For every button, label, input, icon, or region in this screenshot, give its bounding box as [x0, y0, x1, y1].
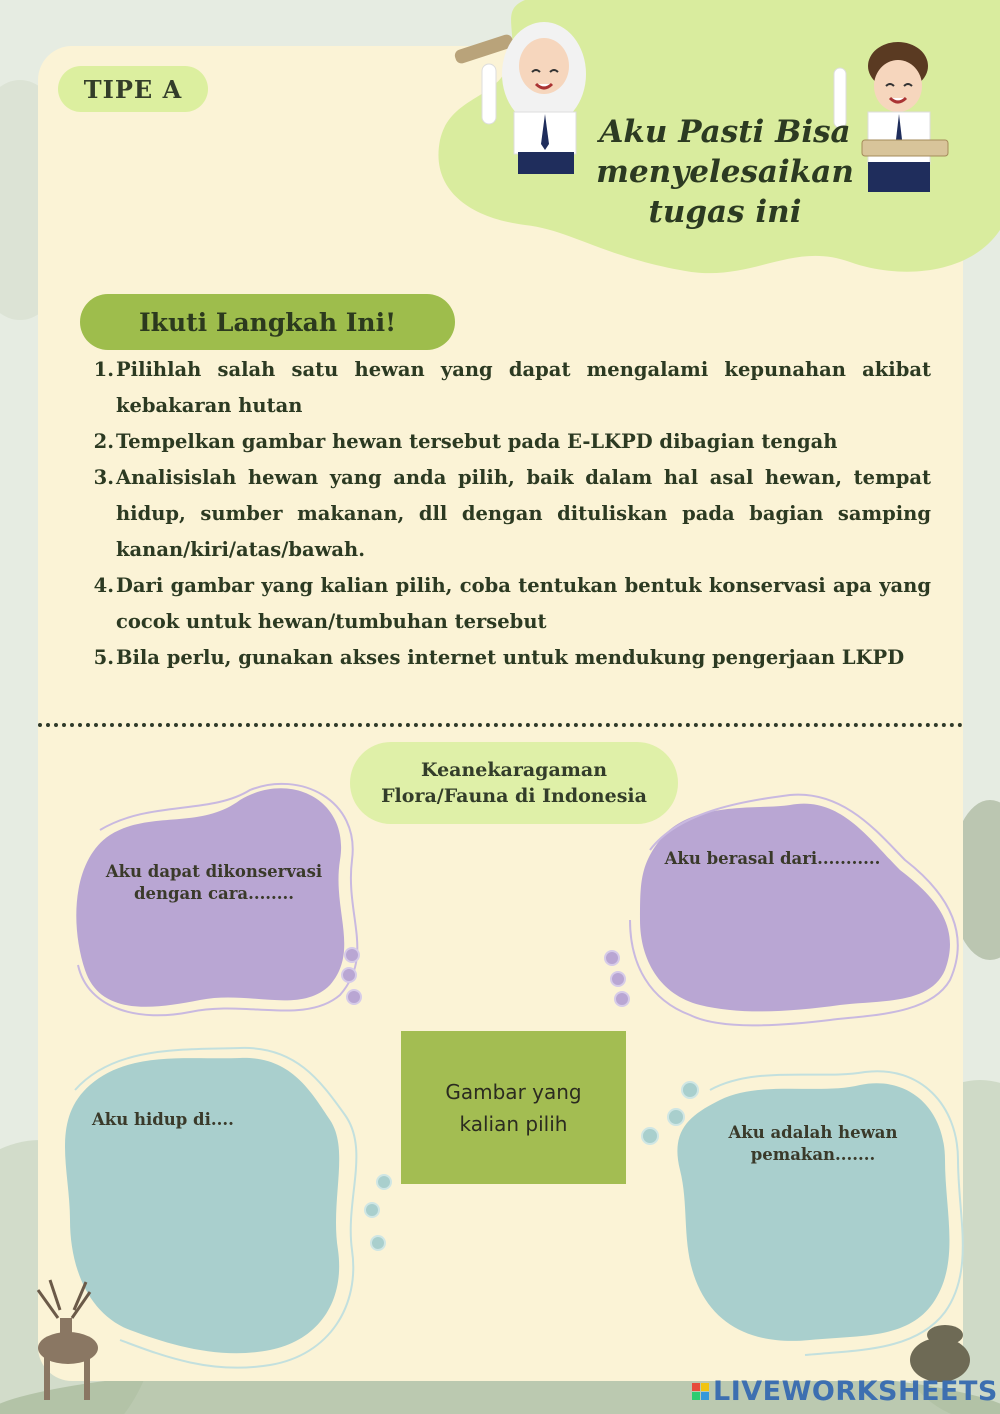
bubble-dot: [345, 948, 359, 962]
type-badge: TIPE A: [58, 66, 208, 112]
step-item: 2. Tempelkan gambar hewan tersebut pada E-LKPD dibagian tengah: [93, 430, 838, 453]
bubble-dot: [371, 1236, 385, 1250]
bubble-dot: [611, 972, 625, 986]
step-item: 1. Pilihlah salah satu hewan yang dapat mengalami kepunahan akibat kebakaran hutan: [93, 358, 931, 417]
step-item: 4. Dari gambar yang kalian pilih, coba tentukan bentuk konservasi apa yang cocok untuk hewan/tumbuhan tersebut: [93, 574, 931, 633]
liveworksheets-logo: [692, 1376, 998, 1407]
origin-bubble-shape: [640, 804, 950, 1012]
habitat-prompt: Aku hidup di....: [92, 1110, 234, 1129]
image-drop-area[interactable]: Gambar yang kalian pilih: [401, 1031, 626, 1184]
bubble-dot: [377, 1175, 391, 1189]
conservation-prompt: Aku dapat dikonservasi dengan cara........: [105, 862, 323, 903]
origin-prompt: Aku berasal dari...........: [664, 849, 881, 868]
topic-line-2: Flora/Fauna di Indonesia: [381, 785, 647, 807]
topic-line-1: Keanekaragaman: [420, 759, 608, 781]
motivation-headline: Aku Pasti Bisa menyelesaikan tugas ini: [596, 114, 854, 230]
bubble-dot: [615, 992, 629, 1006]
bubble-dot: [342, 968, 356, 982]
liveworksheets-icon: [692, 1383, 709, 1400]
step-item: 3. Analisislah hewan yang anda pilih, baik dalam hal asal hewan, tempat hidup, sumber makanan, dll dengan dituliskan pada bagian samping kanan/kiri/atas/bawah.: [93, 466, 931, 561]
steps-list: [86, 352, 931, 676]
bubble-dot: [642, 1128, 658, 1144]
bubble-dot: [682, 1082, 698, 1098]
bubble-dot: [365, 1203, 379, 1217]
dotted-divider: [38, 723, 963, 727]
bubble-dot: [605, 951, 619, 965]
bubble-dot: [347, 990, 361, 1004]
steps-title: Ikuti Langkah Ini!: [80, 294, 455, 350]
diet-prompt: Aku adalah hewan pemakan.......: [728, 1123, 898, 1164]
deer-illustration: [38, 1280, 98, 1400]
step-item: 5. Bila perlu, gunakan akses internet untuk mendukung pengerjaan LKPD: [93, 646, 905, 669]
brand-name: LIVEWORKSHEETS: [713, 1376, 998, 1407]
bubble-dot: [668, 1109, 684, 1125]
habitat-bubble-shape: [65, 1058, 339, 1353]
